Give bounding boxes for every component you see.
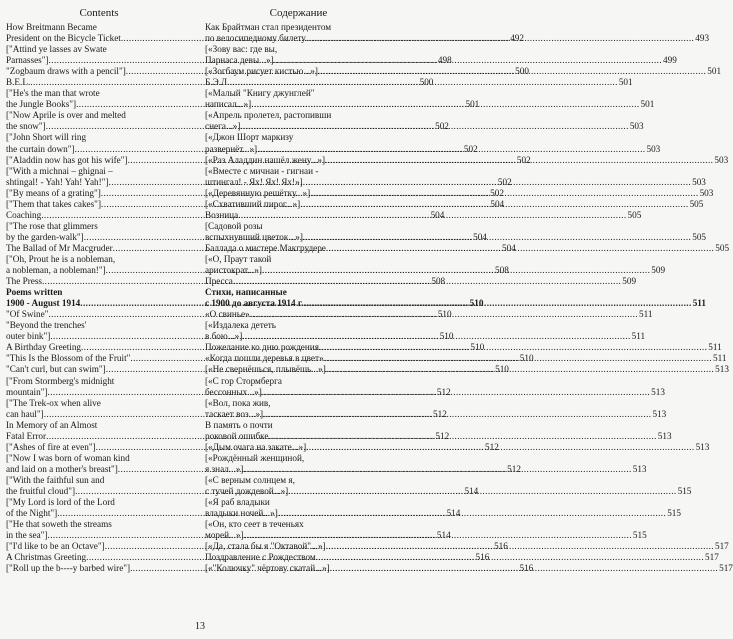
- toc-entry-title: ["He that soweth the streams: [6, 519, 112, 530]
- toc-line: [205, 453, 392, 464]
- toc-page-number: 502: [490, 187, 504, 198]
- toc-entry-title: [«Деревянную решётку...»]: [205, 187, 311, 198]
- toc-line: [6, 497, 192, 508]
- toc-page-number: 505: [692, 231, 707, 242]
- page-number: 13: [195, 621, 205, 632]
- toc-entry-title: по велосипедному билету: [205, 33, 306, 44]
- toc-page-number: 505: [627, 209, 642, 220]
- toc-entry-title: [«Он, кто сеет в теченьях: [205, 519, 304, 530]
- toc-entry-title: "This Is the Blossom of the Fruit": [6, 353, 131, 364]
- toc-page-number: 500: [515, 66, 529, 77]
- toc-line: [6, 44, 192, 55]
- toc-page-number: 503: [629, 121, 644, 132]
- toc-entry-title: ["Ashes of fire at even"]: [6, 441, 96, 452]
- toc-entry-title: mountain"]: [6, 386, 48, 397]
- toc-line: [205, 22, 392, 33]
- toc-line: [205, 420, 392, 431]
- toc-page-number: 501: [707, 66, 722, 77]
- toc-page-number: 514: [446, 508, 461, 519]
- toc-page-number: 516: [494, 541, 508, 552]
- toc-page-number: 501: [465, 99, 480, 110]
- toc-entry-title: the snow"]: [6, 121, 46, 132]
- toc-page-number: 516: [519, 563, 534, 574]
- toc-page-number: 504: [430, 209, 445, 220]
- toc-entry-title: ["Now Aprile is over and melted: [6, 110, 126, 121]
- toc-entry-title: написал...»]: [205, 99, 252, 110]
- toc-entry-title: Пожелание ко дню рождения: [205, 342, 319, 353]
- toc-entry-title: [«"Колючку" чёртову скатай...»]: [205, 563, 330, 574]
- toc-line: [6, 376, 192, 387]
- toc-page-number: 510: [519, 353, 534, 364]
- dot-leader: [318, 66, 706, 77]
- toc-line: [6, 88, 192, 99]
- toc-page-number: 510: [437, 309, 452, 320]
- toc-entry-title: [«Схвативший пирог...»]: [205, 198, 301, 209]
- dot-leader: [326, 243, 714, 254]
- toc-entry-title: ["John Short will ring: [6, 132, 87, 143]
- toc-page-number: 503: [646, 143, 661, 154]
- toc-page-number: 511: [639, 309, 653, 320]
- toc-entry-title: с тучей дождевой...»]: [205, 485, 289, 496]
- dot-leader: [233, 276, 621, 287]
- dot-leader: [325, 155, 713, 166]
- toc-line: [205, 110, 392, 121]
- toc-entry-title: of the Night"]: [6, 508, 58, 519]
- toc-entry-title: [«Джон Шорт маркизу: [205, 132, 294, 143]
- toc-entry-title: Coaching: [6, 209, 42, 220]
- toc-entry-title: the curtain down"]: [6, 143, 75, 154]
- toc-line: [205, 519, 392, 530]
- toc-page-number: 510: [469, 298, 484, 309]
- toc-page-number: 505: [715, 242, 730, 253]
- toc-line: [205, 132, 392, 143]
- toc-entry-title: can haul"]: [6, 408, 44, 419]
- toc-entry-title: снега...»]: [205, 121, 241, 132]
- russian-contents-heading: Содержание: [269, 7, 328, 19]
- dot-leader: [262, 387, 650, 398]
- toc-entry-title: the Jungle Books"]: [6, 99, 77, 110]
- toc-entry-title: [«О, Праут такой: [205, 253, 272, 264]
- toc-line: [6, 420, 192, 431]
- toc-entry-title: A Christmas Greeting: [6, 552, 87, 563]
- toc-page-number: 513: [657, 430, 672, 441]
- toc-entry-title: President on the Bicycle Ticket: [6, 33, 121, 44]
- toc-entry-title: The Ballad of Mr Macgruder: [6, 242, 113, 253]
- toc-entry-title: с 1900 до августа 1914 г.: [205, 298, 304, 309]
- toc-entry-title: бессонных...»]: [205, 386, 262, 397]
- toc-entry-title: Parnasses"]: [6, 55, 49, 66]
- toc-page-number: 498: [437, 55, 452, 66]
- toc-entry-title: In Memory of an Almost: [6, 419, 98, 430]
- toc-entry-title: [«Рождённый женщиной,: [205, 452, 305, 463]
- toc-page-number: 514: [436, 530, 451, 541]
- toc-page-number: 515: [667, 508, 681, 519]
- toc-entry-title: ["The rose that glimmers: [6, 220, 98, 231]
- toc-line: [205, 99, 655, 110]
- toc-entry-title: роковой ошибке: [205, 430, 269, 441]
- toc-entry-title: развернёт...»]: [205, 143, 258, 154]
- toc-line: [205, 287, 392, 298]
- toc-page-number: 500: [419, 77, 434, 88]
- toc-entry-title: "Of Swine": [6, 309, 49, 320]
- dot-leader: [244, 530, 632, 541]
- toc-page-number: 509: [622, 276, 637, 287]
- dot-leader: [242, 331, 630, 342]
- toc-page-number: 499: [663, 55, 677, 66]
- toc-entry-title: ["With the faithful sun and: [6, 474, 105, 485]
- toc-line: [6, 453, 192, 464]
- toc-entry-title: shtingal! - Yah! Yah! Yah!"]: [6, 176, 109, 187]
- dot-leader: [257, 144, 645, 155]
- toc-page-number: 513: [632, 463, 647, 474]
- toc-page-number: 514: [464, 485, 479, 496]
- toc-entry-title: [«С верным солнцем я,: [205, 474, 295, 485]
- toc-entry-title: "Zogbaum draws with a pencil"]: [6, 66, 126, 77]
- dot-leader: [303, 232, 691, 243]
- toc-entry-title: [Садовой розы: [205, 220, 263, 231]
- toc-entry-title: ["Oh, Prout he is a nobleman,: [6, 253, 116, 264]
- toc-page-number: 513: [652, 408, 667, 419]
- toc-line: [205, 376, 392, 387]
- toc-entry-title: How Breitmann Became: [6, 22, 97, 32]
- toc-page-number: 508: [431, 276, 446, 287]
- toc-page-number: 503: [699, 187, 714, 198]
- toc-entry-title: вспыхнувший цветок...»]: [205, 231, 303, 242]
- toc-line: [6, 398, 192, 409]
- dot-leader: [238, 210, 626, 221]
- toc-page-number: 504: [502, 242, 516, 253]
- toc-entry-title: [«Зову вас: где вы,: [205, 44, 278, 55]
- toc-entry-title: ["He's the man that wrote: [6, 88, 100, 99]
- dot-leader: [310, 188, 698, 199]
- toc-entry-title: штингал! - Ях! Ях! Ях!»]: [205, 176, 303, 187]
- toc-entry-title: by the garden-walk"]: [6, 231, 84, 242]
- toc-page-number: 502: [497, 176, 512, 187]
- toc-entry-title: ["Roll up the b----y barbed wire"]: [6, 563, 131, 574]
- dot-leader: [251, 99, 639, 110]
- toc-line: [205, 398, 392, 409]
- toc-page-number: 492: [510, 33, 524, 44]
- toc-entry-title: Б.Э.Л.: [205, 77, 230, 88]
- toc-line: [205, 254, 392, 265]
- toc-entry-title: [«Да, стала бы я "Октавой"...»]: [205, 541, 326, 552]
- dot-leader: [330, 563, 718, 574]
- toc-page-number: 511: [708, 342, 722, 353]
- toc-page-number: 513: [695, 441, 710, 452]
- toc-entry-title: Поздравление с Рождеством: [205, 552, 316, 563]
- toc-line: [205, 88, 392, 99]
- dot-leader: [274, 55, 662, 66]
- toc-entry-title: ["Now I was born of woman kind: [6, 452, 130, 463]
- toc-entry-title: [«Раз Аладдин нашёл жену...»]: [205, 154, 326, 165]
- dot-leader: [288, 486, 676, 497]
- toc-line: [6, 519, 192, 530]
- toc-page-number: 502: [463, 143, 478, 154]
- toc-entry-title: ["Attind ye lasses av Swate: [6, 44, 107, 55]
- toc-page-number: 510: [495, 364, 509, 375]
- dot-leader: [324, 353, 712, 364]
- dot-leader: [263, 409, 651, 420]
- toc-entry-title: The Press: [6, 276, 42, 287]
- toc-entry-title: «О свинье»: [205, 309, 250, 320]
- toc-entry-title: A Birthday Greeting: [6, 342, 82, 353]
- toc-page-number: 512: [435, 430, 450, 441]
- toc-entry-title: [«Малый "Книгу джунглей": [205, 88, 315, 99]
- toc-line: [6, 475, 192, 486]
- toc-page-number: 493: [695, 33, 710, 44]
- toc-entry-title: B.E.L.: [6, 77, 31, 88]
- toc-entry-title: "Beyond the trenches': [6, 320, 87, 331]
- toc-entry-title: [«Издалека дететь: [205, 320, 276, 331]
- toc-page-number: 503: [692, 176, 706, 187]
- toc-page-number: 512: [507, 463, 521, 474]
- toc-page-number: 504: [490, 198, 505, 209]
- toc-entry-title: [«Не свернёшься, плывёшь...»]: [205, 364, 326, 375]
- toc-line: [6, 110, 192, 121]
- toc-entry-title: Парнаса девы...»]: [205, 55, 274, 66]
- toc-page-number: 511: [631, 331, 646, 342]
- dot-leader: [319, 342, 707, 353]
- toc-entry-title: Баллада о мистере Макгрудере: [205, 242, 326, 253]
- toc-page-number: 502: [435, 121, 449, 132]
- toc-entry-title: владыки ночей...»]: [205, 508, 278, 519]
- toc-line: [6, 320, 192, 331]
- toc-entry-title: Fatal Error: [6, 430, 47, 441]
- toc-line: [205, 475, 392, 486]
- dot-leader: [268, 431, 656, 442]
- toc-page-number: 503: [714, 154, 729, 165]
- toc-entry-title: Как Брайтман стал президентом: [205, 22, 332, 32]
- toc-line: [6, 166, 192, 177]
- toc-page-number: 501: [640, 99, 655, 110]
- toc-entry-title: ["From Stormberg's midnight: [6, 375, 115, 386]
- toc-line: [6, 132, 192, 143]
- toc-entry-title: 1900 - August 1914: [6, 298, 81, 309]
- dot-leader: [316, 552, 704, 563]
- toc-page-number: 508: [495, 265, 509, 276]
- dot-leader: [243, 464, 631, 475]
- toc-page-number: 511: [692, 298, 706, 309]
- toc-page-number: 515: [677, 485, 692, 496]
- toc-entry-title: ["Them that takes cakes"]: [6, 198, 101, 209]
- dot-leader: [229, 77, 617, 88]
- toc-page-number: 513: [715, 364, 729, 375]
- toc-page-number: 511: [712, 353, 727, 364]
- toc-page-number: 517: [705, 552, 719, 563]
- toc-page-number: 513: [651, 386, 665, 397]
- toc-entry-title: outer bink"]: [6, 331, 51, 342]
- toc-line: [6, 254, 192, 265]
- toc-entry-title: in the sea"]: [6, 530, 48, 541]
- toc-line: [205, 497, 392, 508]
- dot-leader: [326, 541, 714, 552]
- toc-entry-title: a nobleman, a nobleman!"]: [6, 265, 106, 276]
- toc-entry-title: аристократ...»]: [205, 265, 262, 276]
- toc-entry-title: [«С гор Стормберга: [205, 375, 282, 386]
- toc-entry-title: [«Апрель пролетел, растопивши: [205, 110, 332, 121]
- dot-leader: [306, 442, 694, 453]
- toc-page-number: 516: [475, 552, 490, 563]
- toc-entry-title: Пресса: [205, 276, 233, 287]
- toc-entry-title: [«Я раб владыки: [205, 497, 270, 508]
- toc-entry-title: ["The Trek-ox when alive: [6, 397, 101, 408]
- toc-entry-title: "Can't curl, but can swim"]: [6, 364, 106, 375]
- toc-page-number: 512: [436, 386, 451, 397]
- toc-page-number: 510: [470, 342, 485, 353]
- toc-page-number: 505: [689, 198, 704, 209]
- toc-entry-title: the fruitful cloud"]: [6, 485, 76, 496]
- toc-page-number: 515: [632, 530, 647, 541]
- toc-page-number: 502: [516, 154, 531, 165]
- dot-leader: [326, 364, 714, 375]
- toc-entry-title: таскает воз...»]: [205, 408, 264, 419]
- english-contents-heading: Contents: [79, 7, 119, 19]
- toc-page-number: 504: [473, 231, 487, 242]
- toc-page-number: 517: [714, 541, 729, 552]
- toc-line: [205, 44, 392, 55]
- toc-entry-title: Возница: [205, 209, 239, 220]
- dot-leader: [240, 121, 628, 132]
- toc-entry-title: [«Вместе с мичнаи - гигнаи -: [205, 165, 319, 176]
- toc-line: [6, 22, 192, 33]
- toc-page-number: 512: [433, 408, 447, 419]
- toc-entry-title: ["By means of a grating"]: [6, 187, 101, 198]
- toc-entry-title: морей...»]: [205, 530, 244, 541]
- toc-entry-title: я знал...»]: [205, 463, 244, 474]
- toc-page-number: 517: [719, 563, 733, 574]
- toc-line: [6, 287, 192, 298]
- toc-line: [205, 320, 392, 331]
- toc-entry-title: В память о почти: [205, 419, 273, 430]
- toc-entry-title: Стихи, написанные: [205, 287, 287, 298]
- toc-line: [6, 221, 192, 232]
- toc-entry-title: [«Вол, пока жив,: [205, 397, 271, 408]
- toc-page-number: 512: [485, 441, 499, 452]
- dot-leader: [306, 33, 694, 44]
- toc-entry-title: в бою...»]: [205, 331, 243, 342]
- dot-leader: [303, 177, 691, 188]
- dot-leader: [303, 298, 691, 309]
- toc-entry-title: ["Aladdin now has got his wife"]: [6, 154, 128, 165]
- toc-entry-title: «Когда пошли деревья в цвет»: [205, 353, 324, 364]
- toc-entry-title: [«Дым очага на закате...»]: [205, 441, 307, 452]
- dot-leader: [250, 309, 638, 320]
- toc-line: [205, 221, 392, 232]
- dot-leader: [278, 508, 666, 519]
- toc-page-number: 509: [651, 265, 666, 276]
- toc-entry-title: ["I'd like to be an Octave"]: [6, 541, 105, 552]
- dot-leader: [262, 265, 650, 276]
- toc-entry-title: ["My Lord is lord of the Lord: [6, 497, 115, 508]
- dot-leader: [300, 199, 688, 210]
- toc-line: [205, 166, 392, 177]
- toc-entry-title: and laid on a mother's breast"]: [6, 463, 118, 474]
- toc-entry-title: Poems written: [6, 287, 63, 298]
- toc-entry-title: ["With a michnai – ghignai –: [6, 165, 113, 176]
- toc-entry-title: [«Зогбаум рисует кистью...»]: [205, 66, 318, 77]
- toc-page-number: 501: [618, 77, 633, 88]
- toc-page-number: 510: [439, 331, 454, 342]
